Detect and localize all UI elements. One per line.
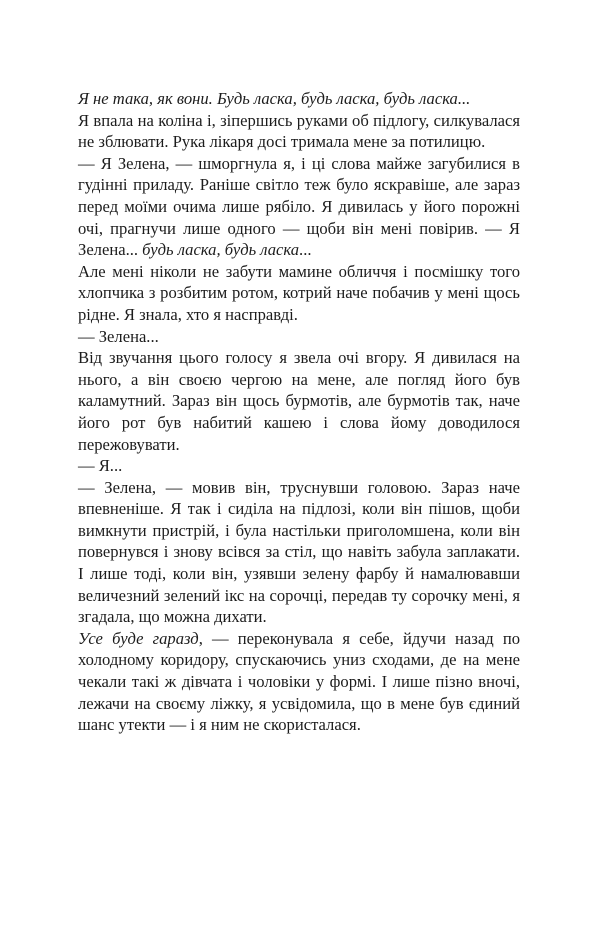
text-segment: , — переконувала я себе, йдучи назад по холодному коридору, спускаючись униз сходами, де на мене чекали такі ж дівчата і чоловіки у формі. І лише пізно вночі, лежачи на своєму ліжку, я усвідомила, що в мене був єдиний шанс утекти — і я ним не скористалася. [78,628,520,735]
text-segment: — Я Зелена, — шморгнула я, і ці слова майже загубилися в гудінні приладу. Раніше світло теж було яскравіше, але зараз перед моїми очима лише рябіло. Я дивилась у його порожні очі, прагнучи лише одного — щоби він мені повірив. — Я Зелена... [78,153,520,260]
body-text [78,88,520,736]
paragraph [78,261,520,326]
text-segment: Я впала на коліна і, зіпершись руками об підлогу, силкувалася не зблювати. Рука лікаря досі тримала мене за потилицю. [78,110,520,152]
italic-text: Усе буде гаразд [78,628,199,648]
text-segment: ... [299,240,312,260]
text-segment: Але мені ніколи не забути мамине обличчя і посмішку того хлопчика з розбитим ротом, котрий наче побачив у мені щось рідне. Я знала, хто я насправді. [78,261,520,324]
paragraph [78,455,520,477]
paragraph [78,153,520,261]
paragraph [78,477,520,628]
italic-text: будь ласка, будь ласка [142,240,300,260]
paragraph [78,628,520,736]
paragraph [78,326,520,348]
text-segment: — Зелена... [78,326,159,346]
text-segment: — Зелена, — мовив він, труснувши головою. Зараз наче впевненіше. Я так і сиділа на підлозі, коли він пішов, щоби вимкнути пристрій, і була настільки приголомшена, коли він повернувся і знову всівся за стіл, що навіть забула заплакати. І лише тоді, коли він, узявши зелену фарбу й намалювавши величезний зелений ікс на сорочці, передав ту сорочку мені, я згадала, що можна дихати. [78,477,520,627]
paragraph [78,110,520,153]
paragraph [78,88,520,110]
text-segment: Від звучання цього голосу я звела очі вгору. Я дивилася на нього, а він своєю чергою на мене, але погляд його був каламутний. Зараз він щось бурмотів, але бурмотів так, наче його рот був набитий кашею і слова йому доводилося пережовувати. [78,348,520,454]
italic-text: Я не така, як вони. Будь ласка, будь ласка, будь ласка... [78,89,471,108]
paragraph [78,347,520,455]
text-segment: — Я... [78,456,123,476]
